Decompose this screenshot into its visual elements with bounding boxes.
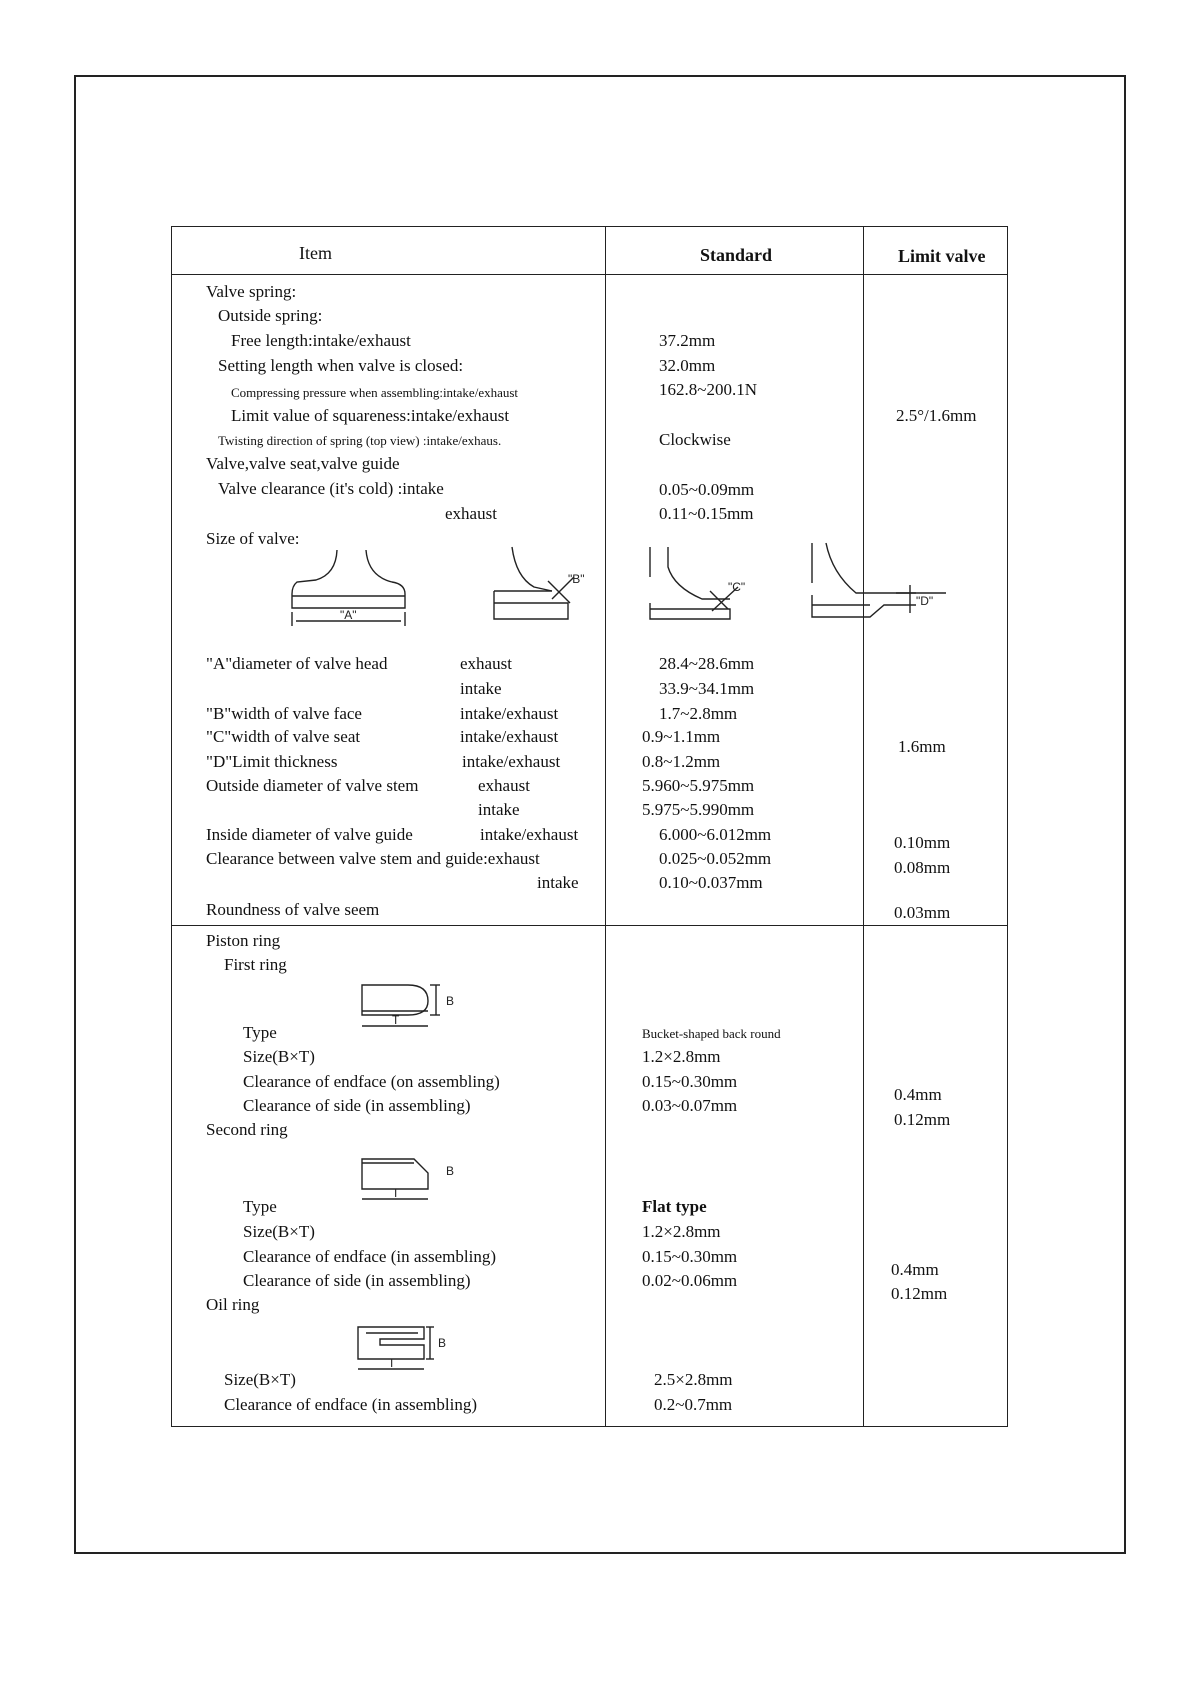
row-standard: 0.02~0.06mm (642, 1271, 738, 1290)
row-standard: 1.2×2.8mm (642, 1222, 721, 1241)
row-label: Size(B×T) (243, 1047, 315, 1066)
row-label: Setting length when valve is closed: (218, 356, 464, 375)
row-standard: 5.975~5.990mm (642, 800, 755, 819)
label-ring3-t: T (388, 1356, 396, 1370)
row-label: Clearance of side (in assembling) (243, 1096, 471, 1115)
row-label: Oil ring (206, 1295, 260, 1314)
row-standard: 1.2×2.8mm (642, 1047, 721, 1066)
row-limit: 1.6mm (898, 737, 946, 756)
row-limit: 0.12mm (891, 1284, 948, 1303)
row-standard: 5.960~5.975mm (642, 776, 755, 795)
valve-thickness-figure (806, 543, 946, 623)
row-limit: 0.08mm (894, 858, 951, 877)
row-label: Size(B×T) (243, 1222, 315, 1241)
row-label: Limit value of squareness:intake/exhaust (231, 406, 510, 425)
row-label: Valve clearance (it's cold) :intake (218, 479, 444, 498)
valve-seat-figure (650, 547, 760, 627)
row-standard: 0.025~0.052mm (659, 849, 772, 868)
row-sub: intake/exhaust (460, 727, 559, 746)
row-label: Type (243, 1197, 277, 1216)
row-label: Valve,valve seat,valve guide (206, 454, 400, 473)
row-label: "D"Limit thickness (206, 752, 338, 771)
row-sub: intake (537, 873, 579, 892)
row-standard: 0.15~0.30mm (642, 1072, 738, 1091)
row-label: Valve spring: (206, 282, 297, 301)
valve-head-figure (292, 550, 412, 632)
row-standard: 28.4~28.6mm (659, 654, 755, 673)
row-limit: 0.4mm (894, 1085, 942, 1104)
row-sub: intake/exhaust (462, 752, 561, 771)
row-sub: exhaust (478, 776, 530, 795)
row-standard: Clockwise (659, 430, 731, 449)
row-standard: Flat type (642, 1197, 707, 1216)
row-standard: 1.7~2.8mm (659, 704, 738, 723)
row-label: Size of valve: (206, 529, 300, 548)
row-sub: intake (460, 679, 502, 698)
row-standard: 0.15~0.30mm (642, 1247, 738, 1266)
row-standard: 162.8~200.1N (659, 380, 757, 399)
header-divider (172, 274, 1007, 275)
column-divider (863, 227, 864, 1426)
row-label: First ring (224, 955, 287, 974)
row-label: Roundness of valve seem (206, 900, 380, 919)
valve-face-figure (494, 547, 604, 627)
second-ring-figure (362, 1157, 462, 1207)
row-label: Type (243, 1023, 277, 1042)
row-label: Clearance of side (in assembling) (243, 1271, 471, 1290)
row-limit: 2.5°/1.6mm (896, 406, 977, 425)
row-sub: exhaust (460, 654, 512, 673)
row-limit: 0.03mm (894, 903, 951, 922)
row-standard: 0.03~0.07mm (642, 1096, 738, 1115)
row-sub: intake (478, 800, 520, 819)
row-label: Size(B×T) (224, 1370, 296, 1389)
row-standard: 37.2mm (659, 331, 716, 350)
row-label: Inside diameter of valve guide (206, 825, 413, 844)
row-standard: 6.000~6.012mm (659, 825, 772, 844)
row-standard: 2.5×2.8mm (654, 1370, 733, 1389)
row-label: Clearance of endface (on assembling) (243, 1072, 500, 1091)
label-ring2-t: T (392, 1186, 400, 1200)
label-c: "C" (728, 580, 746, 594)
row-label: Outside spring: (218, 306, 323, 325)
row-standard: 33.9~34.1mm (659, 679, 755, 698)
row-standard: 0.9~1.1mm (642, 727, 721, 746)
row-label: Clearance of endface (in assembling) (224, 1395, 477, 1414)
column-divider (605, 227, 606, 1426)
row-standard: 0.11~0.15mm (659, 504, 754, 523)
header-item: Item (299, 243, 332, 263)
row-label: Free length:intake/exhaust (231, 331, 411, 350)
label-b: "B" (568, 572, 585, 586)
section-divider (172, 925, 1007, 926)
row-standard: 32.0mm (659, 356, 716, 375)
row-standard: 0.10~0.037mm (659, 873, 763, 892)
row-label: Second ring (206, 1120, 288, 1139)
label-a: "A" (340, 608, 357, 622)
row-limit: 0.10mm (894, 833, 951, 852)
first-ring-figure (362, 983, 462, 1035)
row-label: Piston ring (206, 931, 281, 950)
row-label: "C"width of valve seat (206, 727, 361, 746)
label-ring2-b: B (446, 1164, 455, 1178)
row-standard: 0.2~0.7mm (654, 1395, 733, 1414)
row-sub: intake/exhaust (460, 704, 559, 723)
row-limit: 0.4mm (891, 1260, 939, 1279)
row-label: "A"diameter of valve head (206, 654, 388, 673)
row-label: "B"width of valve face (206, 704, 362, 723)
row-sub: intake/exhaust (480, 825, 579, 844)
label-ring-b: B (446, 994, 455, 1008)
row-label: Clearance between valve stem and guide:exhaust (206, 849, 540, 868)
label-ring3-b: B (438, 1336, 447, 1350)
header-standard: Standard (700, 245, 773, 265)
row-label: Twisting direction of spring (top view) :intake/exhaus. (218, 433, 502, 448)
row-limit: 0.12mm (894, 1110, 951, 1129)
row-label: Clearance of endface (in assembling) (243, 1247, 496, 1266)
spec-table (171, 226, 1008, 1427)
row-label: exhaust (445, 504, 497, 523)
row-standard: 0.05~0.09mm (659, 480, 755, 499)
row-label: Compressing pressure when assembling:intake/exhaust (231, 385, 519, 400)
oil-ring-figure (358, 1325, 468, 1377)
row-standard: Bucket-shaped back round (642, 1026, 781, 1041)
row-label: Outside diameter of valve stem (206, 776, 419, 795)
label-d: "D" (916, 594, 934, 608)
label-ring-t: T (392, 1013, 400, 1027)
row-standard: 0.8~1.2mm (642, 752, 721, 771)
header-limit: Limit valve (898, 246, 986, 266)
